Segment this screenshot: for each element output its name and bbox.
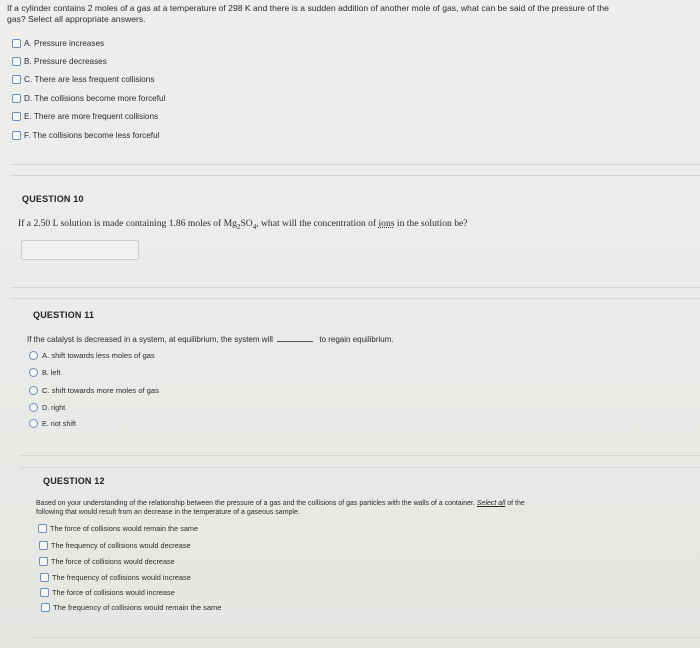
checkbox-icon[interactable] [40, 588, 49, 597]
divider [20, 455, 700, 456]
divider [20, 467, 700, 468]
q9-option-f[interactable] [12, 131, 159, 140]
q9-option-d[interactable] [12, 94, 165, 103]
checkbox-icon[interactable] [38, 524, 47, 533]
q10-prompt [18, 218, 468, 231]
q11-blank [277, 341, 313, 342]
q11-option-d-label: D. right [42, 403, 66, 412]
q12-option-2-label: The frequency of collisions would decrease [51, 541, 191, 550]
checkbox-icon[interactable] [41, 603, 50, 612]
checkbox-icon[interactable] [39, 541, 48, 550]
q12-option-4[interactable] [40, 573, 191, 582]
q11-option-b[interactable] [29, 368, 60, 377]
q9-option-b-label: B. Pressure decreases [24, 57, 107, 66]
q9-option-e[interactable] [12, 112, 158, 121]
q11-option-c[interactable] [29, 386, 159, 395]
q9-prompt [7, 3, 697, 25]
checkbox-icon[interactable] [12, 75, 21, 84]
divider [10, 287, 700, 288]
checkbox-icon[interactable] [40, 573, 49, 582]
divider [10, 298, 700, 299]
q12-prompt-line1-a: Based on your understanding of the relationship between the pressure of a gas and the collisions of gas particles with the walls of a container. [36, 500, 475, 507]
q9-prompt-line2: gas? Select all appropriate answers. [7, 14, 146, 24]
q10-header: QUESTION 10 [22, 194, 84, 204]
q12-prompt [36, 499, 691, 517]
q12-option-5[interactable] [40, 588, 175, 597]
q9-option-a[interactable] [12, 39, 104, 48]
q11-option-c-label: C. shift towards more moles of gas [42, 386, 159, 395]
q9-option-f-label: F. The collisions become less forceful [24, 131, 160, 140]
q10-formula-sub2: 4 [252, 222, 257, 231]
q9-option-e-label: E. There are more frequent collisions [24, 112, 159, 121]
q11-option-a-label: A. shift towards less moles of gas [42, 351, 155, 360]
q9-option-d-label: D. The collisions become more forceful [24, 94, 166, 103]
q9-option-c-label: C. There are less frequent collisions [24, 75, 155, 84]
checkbox-icon[interactable] [12, 57, 21, 66]
radio-icon[interactable] [29, 368, 38, 377]
q12-header: QUESTION 12 [43, 476, 105, 486]
q11-option-e-label: E. not shift [42, 419, 76, 428]
q11-header: QUESTION 11 [33, 310, 95, 320]
q12-prompt-line1-b: of the [505, 500, 525, 507]
q10-ions-link[interactable]: ions [378, 218, 395, 229]
q12-option-6-label: The frequency of collisions would remain the same [53, 603, 222, 612]
checkbox-icon[interactable] [39, 557, 48, 566]
q10-answer-input[interactable] [21, 240, 139, 260]
q12-option-1-label: The force of collisions would remain the same [50, 524, 199, 533]
q12-prompt-line1 [36, 499, 691, 508]
checkbox-icon[interactable] [12, 94, 21, 103]
q12-option-6[interactable] [41, 603, 221, 612]
q10-prompt-text: If a 2.50 L solution is made containing 1.86 moles of Mg [18, 218, 237, 229]
q11-option-a[interactable] [29, 351, 155, 360]
divider [10, 164, 700, 165]
q11-option-e[interactable] [29, 419, 76, 428]
q12-option-1[interactable] [38, 524, 198, 533]
q12-select-all-link[interactable]: Select all [476, 500, 506, 507]
q12-option-3-label: The force of collisions would decrease [51, 557, 175, 566]
q9-prompt-line1: If a cylinder contains 2 moles of a gas at a temperature of 298 K and there is a sudden addition of another mole of gas, what can be said of the pressure of the [7, 3, 609, 13]
q9-option-c[interactable] [12, 75, 154, 84]
q10-prompt-after: , what will the concentration of [256, 218, 379, 229]
q10-formula-mid: SO [240, 218, 253, 229]
q12-option-4-label: The frequency of collisions would increase [52, 573, 191, 582]
q11-option-b-label: B. left [42, 368, 61, 377]
divider [30, 637, 700, 638]
radio-icon[interactable] [29, 419, 38, 428]
q11-option-d[interactable] [29, 403, 65, 412]
q9-option-a-label: A. Pressure increases [24, 39, 105, 48]
checkbox-icon[interactable] [12, 39, 21, 48]
radio-icon[interactable] [29, 351, 38, 360]
q11-prompt-after: to regain equilibrium. [319, 335, 394, 344]
q9-option-b[interactable] [12, 57, 107, 66]
radio-icon[interactable] [29, 403, 38, 412]
q12-option-2[interactable] [39, 541, 191, 550]
q10-prompt-end: in the solution be? [394, 218, 468, 229]
radio-icon[interactable] [29, 386, 38, 395]
divider [10, 175, 700, 176]
q11-prompt [27, 335, 394, 344]
q10-formula-sub1: 2 [236, 222, 241, 231]
q12-option-5-label: The force of collisions would increase [52, 588, 175, 597]
q11-prompt-before: If the catalyst is decreased in a system, at equilibrium, the system will [27, 335, 273, 344]
checkbox-icon[interactable] [12, 131, 21, 140]
q12-prompt-line2: following that would result from an decrease in the temperature of a gaseous sample. [36, 509, 300, 516]
checkbox-icon[interactable] [12, 112, 21, 121]
q12-option-3[interactable] [39, 557, 175, 566]
